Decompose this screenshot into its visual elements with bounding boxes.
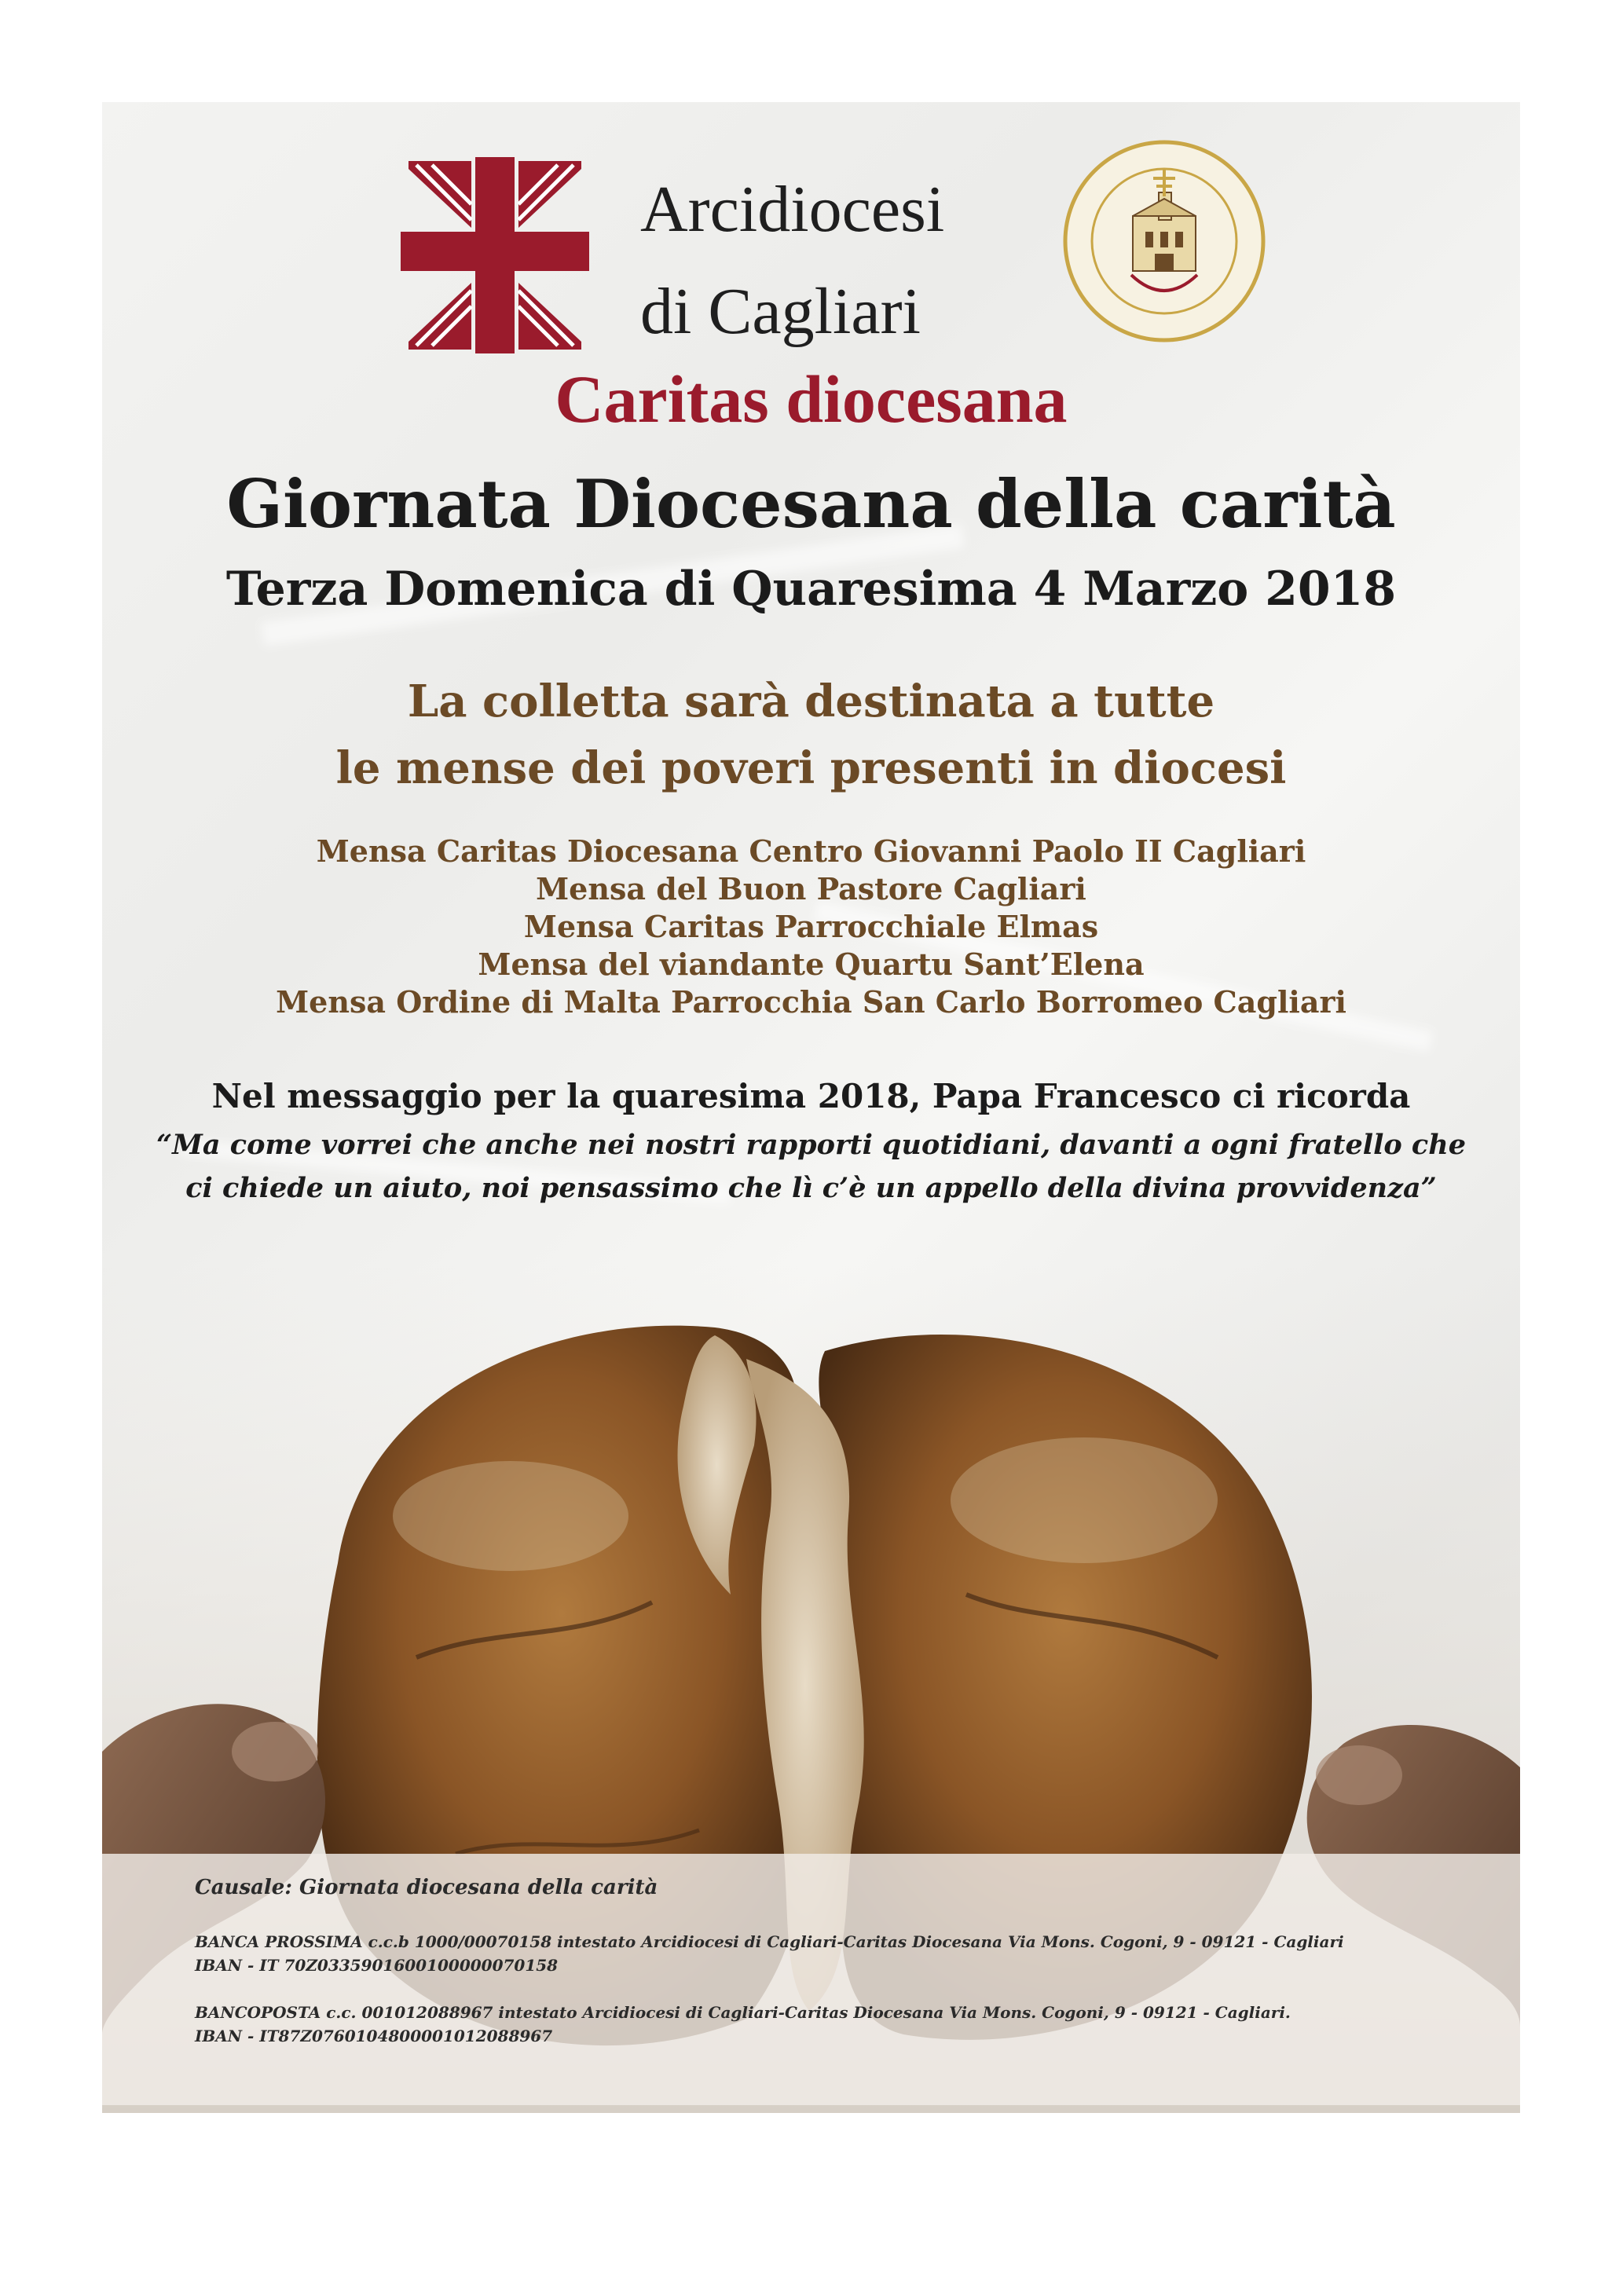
mensa-item: Mensa Ordine di Malta Parrocchia San Carlo Borromeo Cagliari — [276, 984, 1346, 1020]
org-name-line2: di Cagliari — [640, 275, 921, 348]
event-title: Giornata Diocesana della carità — [226, 465, 1396, 543]
bank1-details: BANCA PROSSIMA c.c.b 1000/00070158 intestato Arcidiocesi di Cagliari-Caritas Diocesana Via Mons. Cogoni, 9 - 09121 - Cagliari — [195, 1932, 1344, 1951]
caritas-diocesana-heading: Caritas diocesana — [555, 361, 1068, 437]
donation-info-panel — [102, 1854, 1520, 2105]
quote-line1: “Ma come vorrei che anche nei nostri rapporti quotidiani, davanti a ogni fratello che — [156, 1129, 1466, 1161]
archdiocese-seal-icon — [1061, 137, 1269, 346]
message-intro: Nel messaggio per la quaresima 2018, Papa Francesco ci ricorda — [211, 1077, 1411, 1115]
mensa-item: Mensa Caritas Diocesana Centro Giovanni Paolo II Cagliari — [316, 833, 1306, 869]
bank1-iban: IBAN - IT 70Z0335901600100000070158 — [195, 1956, 559, 1975]
causale-text: Causale: Giornata diocesana della carità — [195, 1876, 658, 1899]
collection-line2: le mense dei poveri presenti in diocesi — [335, 742, 1287, 794]
caritas-cross-logo — [401, 157, 589, 353]
mensa-item: Mensa Caritas Parrocchiale Elmas — [523, 909, 1099, 944]
collection-line1: La colletta sarà destinata a tutte — [407, 676, 1215, 727]
quote-line2: ci chiede un aiuto, noi pensassimo che lì c’è un appello della divina provvidenza” — [185, 1172, 1437, 1204]
poster — [102, 102, 1520, 2113]
bank2-iban: IBAN - IT87Z0760104800001012088967 — [195, 2027, 553, 2045]
mensa-item: Mensa del viandante Quartu Sant’Elena — [478, 947, 1145, 982]
bank2-details: BANCOPOSTA c.c. 001012088967 intestato Arcidiocesi di Cagliari-Caritas Diocesana Via Mons. Cogoni, 9 - 09121 - Cagliari. — [195, 2003, 1291, 2022]
event-subtitle: Terza Domenica di Quaresima 4 Marzo 2018 — [225, 562, 1397, 617]
mensa-item: Mensa del Buon Pastore Cagliari — [536, 871, 1086, 906]
org-name-line1: Arcidiocesi — [640, 173, 945, 246]
